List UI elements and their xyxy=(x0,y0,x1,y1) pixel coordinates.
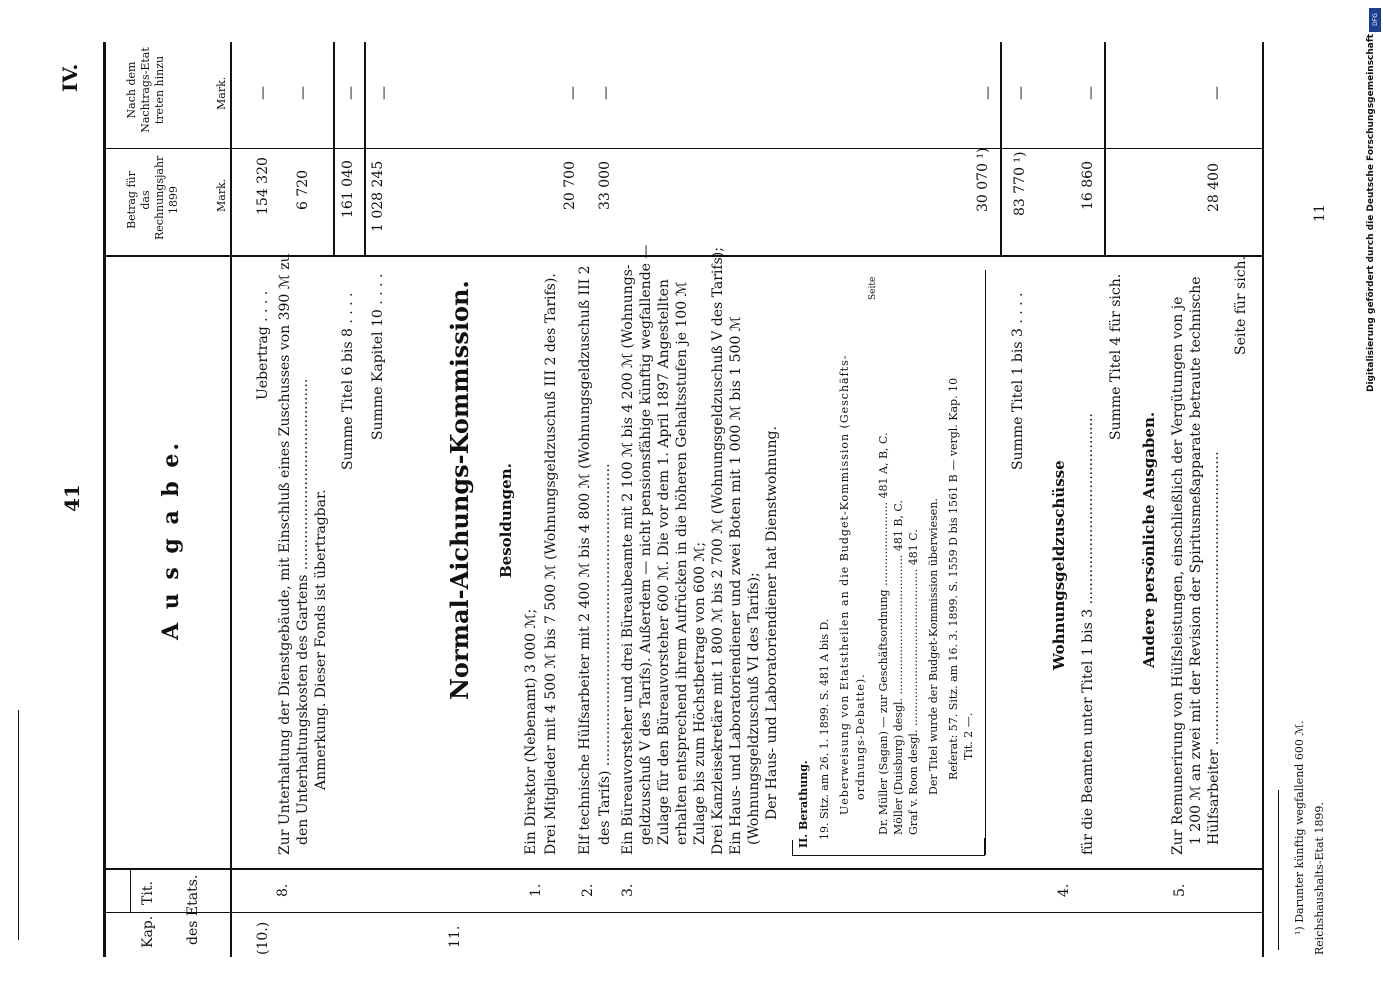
sum-line-1 xyxy=(333,42,335,255)
nachtrag-dash-9: — xyxy=(1083,86,1099,100)
beratung-line7: Der Titel wurde der Budget-Kommission überwiesen. xyxy=(927,498,940,795)
beratung-line8: Referat: 57. Sitz. am 16. 3. 1899. S. 1559 D bis 1561 B — vergl. Kap. 10 xyxy=(947,377,960,780)
nachtrag-dash-6: — xyxy=(598,86,614,100)
tit5-line1: Zur Remunerirung von Hülfsleistungen, einschließlich der Vergütungen von je xyxy=(1170,296,1186,855)
col-sep-tit-text xyxy=(103,868,1263,870)
table-left-border xyxy=(103,42,106,957)
seite-fuer-sich: Seite für sich. xyxy=(1233,255,1249,355)
footnote-line1: ¹) Darunter künftig wegfallend 600 ℳ. xyxy=(1293,720,1306,935)
beratung-box-top xyxy=(792,855,984,856)
tit1-line1: Ein Direktor (Nebenamt) 3 000 ℳ; xyxy=(523,608,539,855)
nachtrag-dash-3: — xyxy=(343,86,359,100)
col-sep-betrag-nachtrag xyxy=(103,148,1263,149)
tit3-line4: erhalten entsprechend ihrem Aufrücken in die höheren Gehaltsstufen je 100 ℳ xyxy=(674,281,690,845)
sum-line-3 xyxy=(1000,42,1002,255)
kap-tit-divider xyxy=(130,870,131,912)
header-ausgabe: A u s g a b e. xyxy=(158,439,184,640)
tit-8: 8. xyxy=(275,883,291,897)
header-nachtrag: Nach dem Nachtrags-Etat treten hinzu xyxy=(125,47,166,133)
summe-kap10-label: Summe Kapitel 10 . . . . xyxy=(370,273,386,440)
margin-mark xyxy=(18,710,19,940)
tit1-line2: Drei Mitglieder mit 4 500 ℳ bis 7 500 ℳ (Wohnungsgeldzuschuß III 2 des Tarifs). xyxy=(543,273,559,855)
beratung-title: II. Berathung. xyxy=(797,760,810,848)
page-number: 41 xyxy=(60,484,84,512)
uebertrag-value: 154 320 xyxy=(255,157,271,215)
section-number: IV. xyxy=(58,63,82,92)
tit8-value: 6 720 xyxy=(295,169,311,210)
header-kap: Kap. xyxy=(140,915,156,948)
tit3-line1: Ein Büreauvorsteher und drei Büreaubeamte mit 2 100 ℳ bis 4 200 ℳ (Wohnungs- xyxy=(620,264,636,855)
header-nachtrag-unit: Mark. xyxy=(215,76,228,110)
tit2-line1: Elf technische Hülfsarbeiter mit 2 400 ℳ bis 4 800 ℳ (Wohnungsgeldzuschuß III 2 xyxy=(577,265,593,855)
tit5-value: 28 400 xyxy=(1206,163,1222,212)
beratung-line3: ordnungs-Debatte). xyxy=(854,673,867,800)
bottom-number: 11 xyxy=(1312,204,1328,222)
summe-6-8-value: 161 040 xyxy=(340,160,356,218)
summe-1-3-value: 83 770 ¹) xyxy=(1012,151,1028,216)
header-betrag: Betrag für das Rechnungsjahr 1899 xyxy=(125,155,180,240)
beratung-line6: Graf v. Roon desgl. ............................................. 481 C. xyxy=(907,529,920,835)
tit5-line2: 1 200 ℳ an zwei mit der Revision der Spiritusmeßapparate betraute technische xyxy=(1188,276,1204,845)
table-right-border xyxy=(1262,42,1264,957)
nachtrag-dash-5: — xyxy=(565,86,581,100)
beratung-box-right xyxy=(984,838,985,856)
summe-1-3-bracket xyxy=(985,270,986,855)
andere-heading: Andere persönliche Ausgaben. xyxy=(1140,411,1158,668)
col-sep-kap-tit xyxy=(103,912,1263,913)
tit3-line8: (Wohnungsgeldzuschuß VI des Tarifs); xyxy=(746,572,762,845)
tit4-value: 16 860 xyxy=(1080,161,1096,210)
tit2-value: 33 000 xyxy=(597,161,613,210)
digitization-note: Digitalisierung gefördert durch die Deutsche Forschungsgemeinschaft xyxy=(1366,33,1376,392)
summe-kap10-value: 1 028 245 xyxy=(370,160,386,232)
beratung-line9: Tit. 2 —. xyxy=(962,712,975,760)
beratung-line4: Dr. Müller (Sagan) — zur Geschäftsordnung ........................ 481 A, B, C. xyxy=(877,432,890,835)
header-betrag-unit: Mark. xyxy=(215,178,228,212)
kap11-title: Normal-Aichungs-Kommission. xyxy=(445,280,474,700)
tit3-line2: geldzuschuß V des Tarifs). Außerdem — nicht pensionsfähige künftig wegfallende — xyxy=(638,244,654,845)
tit-4: 4. xyxy=(1056,883,1072,897)
sum-line-2 xyxy=(364,42,366,255)
nachtrag-dash-8: — xyxy=(1013,86,1029,100)
tit3-line5: Zulage bis zum Höchstbetrage von 600 ℳ; xyxy=(692,541,708,845)
footnote-rule xyxy=(1278,790,1279,950)
tit4-line1: für die Beamten unter Titel 1 bis 3 ........................................... xyxy=(1080,413,1096,855)
summe-4-label: Summe Titel 4 für sich. xyxy=(1108,273,1124,440)
tit3-line9: Der Haus- und Laboratoriendiener hat Dienstwohnung. xyxy=(764,426,780,820)
nachtrag-dash-2: — xyxy=(295,86,311,100)
tit3-value: 30 070 ¹) xyxy=(975,147,991,212)
dfg-logo-text: DFG xyxy=(1371,13,1379,26)
tit-3: 3. xyxy=(620,883,636,897)
nachtrag-dash-10: — xyxy=(1209,86,1225,100)
beratung-seite: Seite xyxy=(868,276,878,300)
nachtrag-dash-7: — xyxy=(980,86,996,100)
sum-line-4 xyxy=(1104,42,1106,255)
table-rule-header xyxy=(230,42,232,957)
nachtrag-dash-4: — xyxy=(376,86,392,100)
nachtrag-dash-1: — xyxy=(255,86,271,100)
header-des-etats: des Etats. xyxy=(185,874,201,945)
wohnungsgeld-heading: Wohnungsgeldzuschüsse xyxy=(1050,460,1068,670)
tit8-line1: Zur Unterhaltung der Dienstgebäude, mit Einschluß eines Zuschusses von 390 ℳ zu xyxy=(277,253,293,855)
tit8-line2: den Unterhaltungskosten des Gartens ........................................... xyxy=(295,378,311,845)
header-tit: Tit. xyxy=(140,881,156,905)
beratung-line1: 19. Sitz. am 26. 1. 1899. S. 481 A bis D. xyxy=(818,618,831,840)
tit-1: 1. xyxy=(528,883,544,897)
beratung-box-left xyxy=(792,840,793,855)
summe-1-3-label: Summe Titel 1 bis 3 . . . . xyxy=(1010,292,1026,470)
dfg-logo xyxy=(1369,8,1381,32)
tit3-line3: Zulage für den Büreauvorsteher 600 ℳ. Die vor dem 1. April 1897 Angestellten xyxy=(656,279,672,845)
tit-2: 2. xyxy=(580,883,596,897)
beratung-line5: Möller (Duisburg) desgl. ........................................ 481 B, C. xyxy=(892,500,905,835)
tit3-line7: Ein Haus- und Laboratoriendiener und zwei Boten mit 1 000 ℳ bis 1 500 ℳ xyxy=(728,316,744,855)
besoldungen-heading: Besoldungen. xyxy=(497,463,515,578)
footnote-line2: Reichshaushalts-Etat 1899. xyxy=(1313,802,1326,955)
tit1-value: 20 700 xyxy=(562,161,578,210)
tit8-note: Anmerkung. Dieser Fonds ist übertragbar. xyxy=(313,489,329,790)
summe-6-8-label: Summe Titel 6 bis 8 . . . . xyxy=(340,292,356,470)
tit-5: 5. xyxy=(1172,883,1188,897)
kap-10: (10.) xyxy=(255,921,271,955)
uebertrag-label: Uebertrag . . . . xyxy=(255,290,271,400)
tit2-line2: des Tarifs) .................................................................... xyxy=(597,463,613,845)
beratung-line2: Ueberweisung von Etatstheilen an die Budget-Kommission (Geschäfts- xyxy=(838,354,851,815)
tit5-line3: Hülfsarbeiter .................................................................. xyxy=(1206,451,1222,845)
tit3-line6: Drei Kanzleisekretäre mit 1 800 ℳ bis 2 700 ℳ (Wohnungsgeldzuschuß V des Tarifs); xyxy=(710,247,726,855)
kap-11: 11. xyxy=(447,925,463,948)
